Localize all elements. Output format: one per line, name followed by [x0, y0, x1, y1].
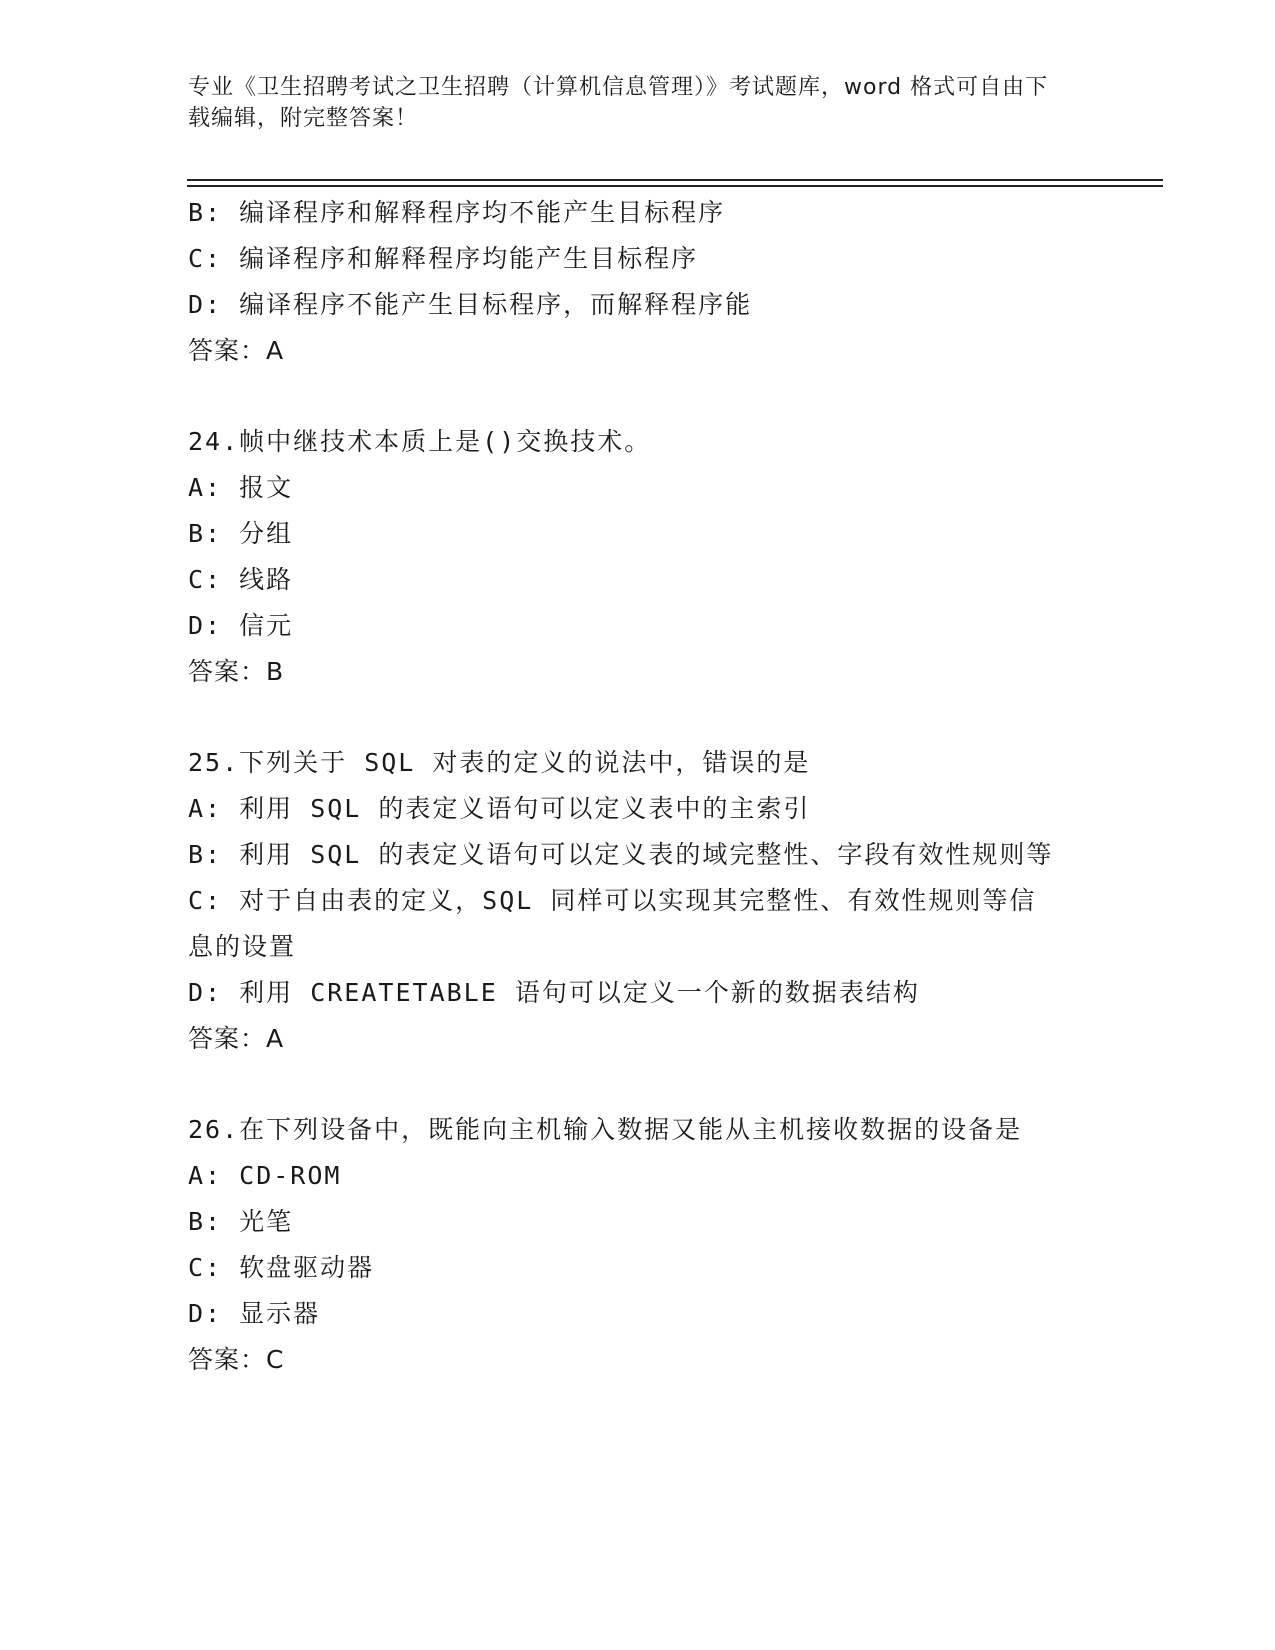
option-a: A: CD-ROM: [188, 1161, 342, 1190]
question-body: [188, 190, 1088, 1383]
question-stem: 26.在下列设备中，既能向主机输入数据又能从主机接收数据的设备是: [188, 1115, 1023, 1144]
option-d: D: 显示器: [188, 1299, 321, 1328]
question-26: [188, 1107, 1088, 1383]
answer-label: 答案：A: [188, 1024, 285, 1053]
option-b: B: 分组: [188, 519, 294, 548]
option-b: B: 编译程序和解释程序均不能产生目标程序: [188, 198, 726, 227]
question-24: [188, 419, 1088, 695]
option-c: C: 对于自由表的定义，SQL 同样可以实现其完整性、有效性规则等信息的设置: [188, 886, 1037, 961]
question-stem: 24.帧中继技术本质上是()交换技术。: [188, 427, 652, 456]
document-intro: 专业《卫生招聘考试之卫生招聘（计算机信息管理）》考试题库，word 格式可自由下载编辑，附完整答案！: [188, 75, 1049, 131]
spacer: [188, 1062, 1088, 1107]
option-a: A: 报文: [188, 473, 294, 502]
answer-label: 答案：A: [188, 336, 285, 365]
option-c: C: 软盘驱动器: [188, 1253, 375, 1282]
option-d: D: 利用 CREATETABLE 语句可以定义一个新的数据表结构: [188, 978, 920, 1007]
answer-label: 答案：C: [188, 1345, 285, 1374]
header-divider-bottom: [187, 185, 1163, 187]
option-c: C: 线路: [188, 565, 294, 594]
spacer: [188, 374, 1088, 419]
option-d: D: 信元: [188, 611, 294, 640]
answer-label: 答案：B: [188, 657, 285, 686]
option-b: B: 利用 SQL 的表定义语句可以定义表的域完整性、字段有效性规则等: [188, 840, 1054, 869]
question-stem: 25.下列关于 SQL 对表的定义的说法中，错误的是: [188, 748, 811, 777]
option-c: C: 编译程序和解释程序均能产生目标程序: [188, 244, 699, 273]
option-d: D: 编译程序不能产生目标程序，而解释程序能: [188, 290, 753, 319]
option-a: A: 利用 SQL 的表定义语句可以定义表中的主索引: [188, 794, 811, 823]
prev-question-block: [188, 190, 1088, 374]
option-b: B: 光笔: [188, 1207, 294, 1236]
spacer: [188, 695, 1088, 740]
question-25: [188, 740, 1088, 1062]
header-divider-top: [187, 179, 1163, 181]
